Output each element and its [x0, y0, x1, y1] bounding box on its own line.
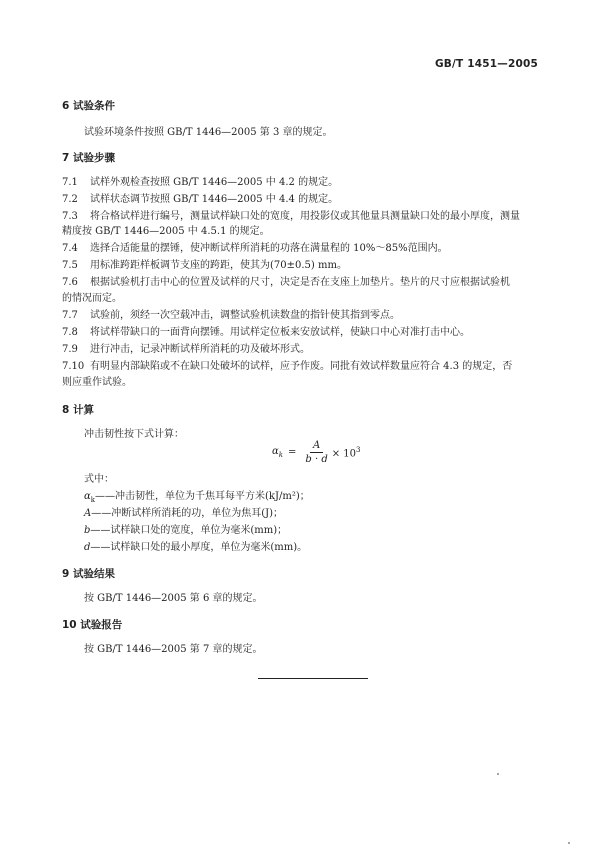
step-number: 7.5 — [62, 260, 78, 271]
def-a: A——冲断试样所消耗的功，单位为焦耳(J)； — [84, 508, 284, 519]
section-10-title: 10 试验报告 — [62, 619, 123, 631]
formula-multiplier: × $10^3$ — [331, 445, 361, 460]
formula-lhs: $\alpha_k$ — [272, 446, 284, 459]
step-7-6-cont: 的情况而定。 — [62, 293, 122, 304]
step-text: 选择合适能量的摆锤，使冲断试样所消耗的功落在满量程的 10%～85%范围内。 — [90, 243, 448, 254]
step-text: 试验前，须经一次空载冲击，调整试验机读数盘的指针使其指到零点。 — [90, 310, 400, 321]
section-6-title: 6 试验条件 — [62, 100, 115, 112]
step-number: 7.3 — [62, 211, 78, 222]
def-d: d——试样缺口处的最小厚度，单位为毫米(mm)。 — [84, 542, 308, 553]
formula-equals: = — [288, 447, 297, 458]
step-number: 7.9 — [62, 344, 78, 355]
scan-speck — [568, 842, 570, 844]
step-text: 将试样带缺口的一面背向摆锤。用试样定位板来安放试样，使缺口中心对准打击中心。 — [90, 327, 470, 338]
formula-numerator: A — [310, 440, 323, 453]
section-6-text: 试验环境条件按照 GB/T 1446—2005 第 3 章的规定。 — [84, 127, 333, 138]
step-7-6 — [62, 273, 510, 288]
section-9-text: 按 GB/T 1446—2005 第 6 章的规定。 — [84, 593, 263, 604]
step-7-1 — [62, 173, 338, 188]
def-b: b——试样缺口处的宽度，单位为毫米(mm)； — [84, 525, 288, 536]
step-7-7 — [62, 306, 400, 321]
section-7-title: 7 试验步骤 — [62, 152, 115, 164]
step-7-3-cont: 精度按 GB/T 1446—2005 中 4.5.1 的规定。 — [62, 226, 270, 237]
end-rule — [258, 678, 368, 679]
step-text: 试样外观检查按照 GB/T 1446—2005 中 4.2 的规定。 — [90, 177, 339, 188]
step-text: 根据试验机打击中心的位置及试样的尺寸，决定是否在支座上加垫片。垫片的尺寸应根据试验机 — [90, 277, 510, 288]
step-7-5 — [62, 256, 347, 271]
scan-speck — [497, 773, 499, 775]
section-10-text: 按 GB/T 1446—2005 第 7 章的规定。 — [84, 644, 263, 655]
step-7-9 — [62, 340, 310, 355]
step-7-2 — [62, 190, 338, 205]
step-number: 7.7 — [62, 310, 78, 321]
step-number: 7.10 — [62, 361, 85, 372]
section-9-title: 9 试验结果 — [62, 568, 115, 580]
step-number: 7.6 — [62, 277, 78, 288]
formula-fraction — [305, 440, 327, 465]
step-number: 7.4 — [62, 243, 78, 254]
step-7-3 — [62, 207, 520, 222]
step-text: 将合格试样进行编号，测量试样缺口处的宽度，用投影仪或其他量具测量缺口处的最小厚度，测量 — [90, 211, 520, 222]
step-7-10 — [62, 357, 512, 372]
step-text: 进行冲击，记录冲断试样所消耗的功及破坏形式。 — [90, 344, 310, 355]
step-7-10-cont: 则应重作试验。 — [62, 377, 132, 388]
section-8-title: 8 计算 — [62, 404, 94, 416]
formula-intro: 冲击韧性按下式计算： — [84, 429, 184, 440]
def-ak: $\alpha_k——$冲击韧性，单位为千焦耳每平方米(kJ/m²)； — [84, 491, 310, 504]
formula-where: 式中： — [84, 474, 114, 485]
standard-code: GB/T 1451—2005 — [434, 58, 538, 70]
step-7-8 — [62, 323, 470, 338]
step-text: 有明显内部缺陷或不在缺口处破坏的试样，应予作废。同批有效试样数量应符合 4.3 的规定，否 — [90, 361, 513, 372]
formula-denominator: b · d — [305, 454, 328, 465]
step-number: 7.2 — [62, 194, 78, 205]
step-number: 7.8 — [62, 327, 78, 338]
step-text: 用标准跨距样板调节支座的跨距，使其为(70±0.5) mm。 — [90, 260, 347, 271]
impact-toughness-formula — [272, 440, 361, 465]
step-7-4 — [62, 239, 448, 254]
step-text: 试样状态调节按照 GB/T 1446—2005 中 4.4 的规定。 — [90, 194, 339, 205]
step-number: 7.1 — [62, 177, 78, 188]
